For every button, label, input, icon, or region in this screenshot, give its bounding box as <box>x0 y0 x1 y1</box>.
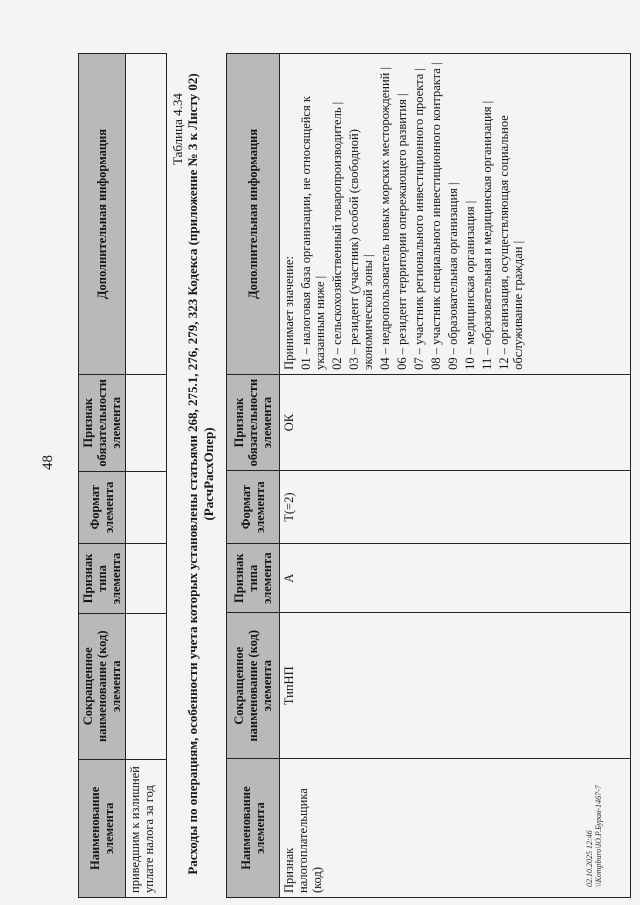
header-name: Наименование элемента <box>79 759 126 897</box>
option-04: 04 – недропользователь новых морских месторождений | <box>378 67 392 370</box>
cell-name: Признак налогоплательщика (код) <box>280 759 631 898</box>
cell-code: ТипНП <box>280 613 631 759</box>
option-03: 03 – резидент (участник) особой (свободной) экономической зоны | <box>347 129 375 370</box>
table-caption <box>185 53 217 895</box>
main-table <box>226 53 631 898</box>
header-required: Признак обязательности элемента <box>227 374 280 471</box>
option-02: 02 – сельскохозяйственный товаропроизводитель | <box>330 101 344 370</box>
option-06: 06 – резидент территории опережающего развития | <box>395 93 409 370</box>
info-intro: Принимает значение: <box>282 256 296 370</box>
table-row <box>126 54 167 898</box>
print-footer <box>585 785 603 887</box>
table-row <box>280 54 631 898</box>
option-01: 01 – налоговая база организации, не относящейся к указанным ниже | <box>299 96 327 370</box>
cell-name: приведшим к излишней уплате налога за год <box>126 759 167 897</box>
cell-format: T(=2) <box>280 471 631 543</box>
cell-required: ОК <box>280 374 631 471</box>
cell-format <box>126 471 167 544</box>
cell-info <box>126 54 167 375</box>
option-08: 08 – участник специального инвестиционного контракта | <box>429 62 443 370</box>
footer-path: \\Kompburo\Ю.Р.Бурав-1467-7 <box>594 785 603 887</box>
cell-info <box>280 54 631 375</box>
caption-title-text: Расходы по операциям, особенности учета которых установлены статьями 268, 275.1, 276, 279, 323 Кодекса (приложение № 3 к Листу 02) <box>185 73 200 875</box>
header-code: Сокращенное наименование (код) элемента <box>79 613 126 759</box>
option-07: 07 – участник регионального инвестиционного проекта | <box>412 68 426 370</box>
header-format: Формат элемента <box>79 471 126 544</box>
top-table <box>78 53 167 898</box>
header-type: Признак типа элемента <box>79 544 126 614</box>
option-10: 10 – медицинская организация | <box>463 200 477 370</box>
option-11: 11 – образовательная и медицинская организация | <box>480 100 494 370</box>
header-code: Сокращенное наименование (код) элемента <box>227 613 280 759</box>
main-table-header-row <box>227 54 280 898</box>
table-label: Таблица 4.34 <box>170 93 185 165</box>
cell-type <box>126 544 167 614</box>
option-09: 09 – образовательная организация | <box>446 182 460 370</box>
header-name: Наименование элемента <box>227 759 280 898</box>
header-info: Дополнительная информация <box>227 54 280 375</box>
header-type: Признак типа элемента <box>227 543 280 613</box>
header-format: Формат элемента <box>227 471 280 543</box>
option-12: 12 – организация, осуществляющая социальное обслуживание граждан | <box>497 115 525 370</box>
top-table-header-row <box>79 54 126 898</box>
footer-timestamp: 02.10.2025 12:46 <box>585 830 594 887</box>
header-info: Дополнительная информация <box>79 54 126 375</box>
header-required: Признак обязательности элемента <box>79 375 126 472</box>
cell-type: А <box>280 543 631 613</box>
cell-code <box>126 613 167 759</box>
caption-code: (РасчРасхОпер) <box>201 427 216 521</box>
page-number: 48 <box>40 455 56 470</box>
cell-required <box>126 375 167 472</box>
